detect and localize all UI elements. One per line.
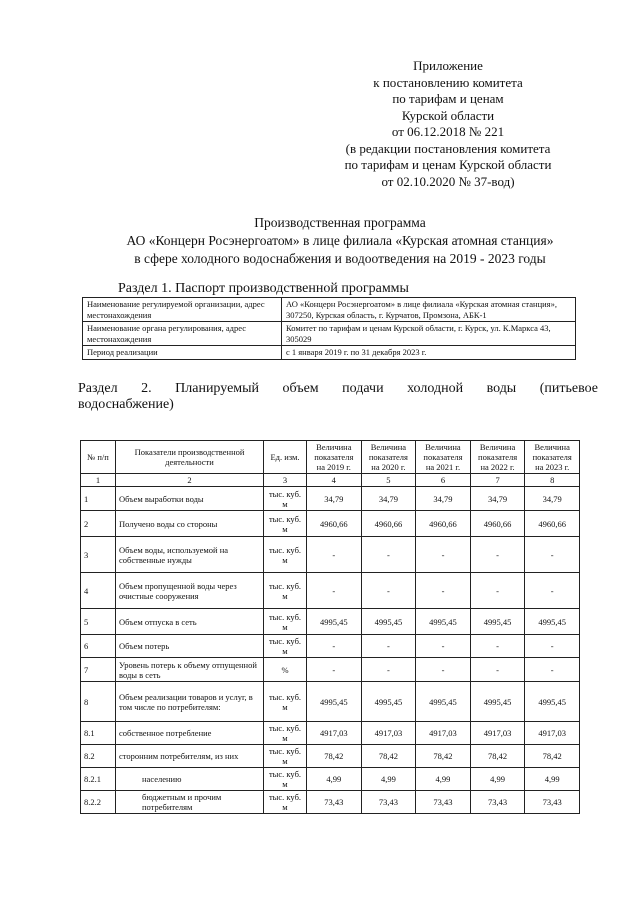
header-line: по тарифам и ценам Курской области (344, 157, 552, 172)
table-row (81, 768, 580, 791)
row-indicator: Объем пропущенной воды через очистные сооружения (116, 573, 264, 609)
row-value: 4,99 (307, 768, 362, 791)
row-value: 73,43 (525, 791, 580, 814)
row-value: - (361, 658, 416, 682)
row-value: 73,43 (470, 791, 525, 814)
row-value: - (470, 573, 525, 609)
row-unit: % (264, 658, 307, 682)
document-title (80, 214, 600, 268)
row-value: 4917,03 (416, 722, 471, 745)
table-header-row (81, 441, 580, 474)
passport-table (82, 297, 576, 360)
title-line-3: в сфере холодного водоснабжения и водоотведения на 2019 - 2023 годы (134, 251, 546, 266)
row-indicator: Получено воды со стороны (116, 511, 264, 537)
row-unit: тыс. куб. м (264, 745, 307, 768)
row-value: 4,99 (416, 768, 471, 791)
col-index: 4 (307, 474, 362, 487)
row-number: 8.2 (81, 745, 116, 768)
row-value: - (525, 573, 580, 609)
table-row (81, 745, 580, 768)
row-number: 8.1 (81, 722, 116, 745)
row-value: - (470, 635, 525, 658)
row-value: 73,43 (416, 791, 471, 814)
row-value: 4995,45 (470, 682, 525, 722)
col-header-2022: Величина показателя на 2022 г. (470, 441, 525, 474)
row-value: 34,79 (416, 487, 471, 511)
row-unit: тыс. куб. м (264, 791, 307, 814)
row-indicator: населению (116, 768, 264, 791)
row-value: 4995,45 (307, 609, 362, 635)
header-line: к постановлению комитета (373, 74, 523, 90)
row-value: - (525, 658, 580, 682)
row-value: 4995,45 (416, 609, 471, 635)
passport-row (83, 322, 576, 346)
row-number: 5 (81, 609, 116, 635)
row-value: 4995,45 (416, 682, 471, 722)
row-value: 4960,66 (470, 511, 525, 537)
row-unit: тыс. куб. м (264, 768, 307, 791)
table-row (81, 682, 580, 722)
row-value: 4960,66 (307, 511, 362, 537)
row-value: - (307, 635, 362, 658)
row-number: 3 (81, 537, 116, 573)
row-unit: тыс. куб. м (264, 722, 307, 745)
row-value: 4995,45 (307, 682, 362, 722)
row-value: 4,99 (361, 768, 416, 791)
passport-value: АО «Концерн Росэнергоатом» в лице филиала «Курская атомная станция», 307250, Курская область, г. Курчатов, Промзона, АБК-1 (282, 298, 576, 322)
col-header-number: № п/п (81, 441, 116, 474)
section2-heading: Раздел 2. Планируемый объем подачи холодной воды (питьевое (78, 381, 598, 396)
row-value: 4960,66 (361, 511, 416, 537)
row-value: 34,79 (361, 487, 416, 511)
row-indicator: Объем воды, используемой на собственные нужды (116, 537, 264, 573)
row-value: 4995,45 (361, 682, 416, 722)
passport-value: с 1 января 2019 г. по 31 декабря 2023 г. (282, 346, 576, 360)
row-value: - (361, 635, 416, 658)
passport-value: Комитет по тарифам и ценам Курской области, г. Курск, ул. К.Маркса 43, 305029 (282, 322, 576, 346)
row-value: 4995,45 (361, 609, 416, 635)
row-value: 4960,66 (416, 511, 471, 537)
row-unit: тыс. куб. м (264, 487, 307, 511)
row-value: 78,42 (470, 745, 525, 768)
row-value: 4917,03 (361, 722, 416, 745)
row-number: 1 (81, 487, 116, 511)
row-value: 4,99 (470, 768, 525, 791)
header-line: (в редакции постановления комитета (345, 140, 551, 156)
row-unit: тыс. куб. м (264, 635, 307, 658)
row-value: 78,42 (525, 745, 580, 768)
passport-row (83, 346, 576, 360)
row-indicator: бюджетным и прочим потребителям (116, 791, 264, 814)
table-row (81, 722, 580, 745)
header-line: Курской области (401, 107, 495, 123)
row-value: 34,79 (525, 487, 580, 511)
col-header-indicator: Показатели производственной деятельности (116, 441, 264, 474)
row-value: 4917,03 (307, 722, 362, 745)
table-row (81, 487, 580, 511)
col-index: 5 (361, 474, 416, 487)
row-value: 4,99 (525, 768, 580, 791)
col-header-2023: Величина показателя на 2023 г. (525, 441, 580, 474)
row-number: 8.2.2 (81, 791, 116, 814)
row-value: 4917,03 (525, 722, 580, 745)
row-indicator: Объем потерь (116, 635, 264, 658)
passport-row (83, 298, 576, 322)
row-value: 4995,45 (525, 682, 580, 722)
passport-label: Наименование регулируемой организации, адрес местонахождения (83, 298, 282, 322)
table-row (81, 791, 580, 814)
col-header-2019: Величина показателя на 2019 г. (307, 441, 362, 474)
col-header-unit: Ед. изм. (264, 441, 307, 474)
row-value: - (361, 573, 416, 609)
appendix-header (318, 58, 578, 190)
section2-heading-cont: водоснабжение) (78, 397, 174, 412)
col-header-2021: Величина показателя на 2021 г. (416, 441, 471, 474)
header-line: от 02.10.2020 № 37-вод) (381, 173, 515, 189)
row-value: 78,42 (361, 745, 416, 768)
row-indicator: Объем реализации товаров и услуг, в том числе по потребителям: (116, 682, 264, 722)
row-value: 34,79 (307, 487, 362, 511)
col-index: 6 (416, 474, 471, 487)
row-value: - (307, 537, 362, 573)
table-row (81, 573, 580, 609)
row-value: - (307, 573, 362, 609)
row-number: 6 (81, 635, 116, 658)
row-value: - (525, 537, 580, 573)
row-value: - (525, 635, 580, 658)
col-header-2020: Величина показателя на 2020 г. (361, 441, 416, 474)
row-number: 4 (81, 573, 116, 609)
row-value: - (416, 537, 471, 573)
table-body (81, 487, 580, 814)
row-value: - (361, 537, 416, 573)
row-number: 8 (81, 682, 116, 722)
title-line-2: АО «Концерн Росэнергоатом» в лице филиала «Курская атомная станция» (126, 233, 554, 248)
col-index: 3 (264, 474, 307, 487)
row-value: - (470, 658, 525, 682)
row-value: 34,79 (470, 487, 525, 511)
row-indicator: Объем выработки воды (116, 487, 264, 511)
row-unit: тыс. куб. м (264, 609, 307, 635)
row-value: 4960,66 (525, 511, 580, 537)
table-row (81, 609, 580, 635)
header-line: от 06.12.2018 № 221 (391, 124, 505, 139)
col-index: 1 (81, 474, 116, 487)
header-line: Приложение (413, 58, 483, 73)
row-value: 78,42 (307, 745, 362, 768)
row-indicator: собственное потребление (116, 722, 264, 745)
row-value: - (307, 658, 362, 682)
row-unit: тыс. куб. м (264, 537, 307, 573)
header-line: по тарифам и ценам (392, 91, 504, 106)
passport-label: Период реализации (83, 346, 282, 360)
section1-heading: Раздел 1. Паспорт производственной программы (118, 281, 409, 296)
col-index: 2 (116, 474, 264, 487)
col-index: 8 (525, 474, 580, 487)
column-index-row (81, 474, 580, 487)
col-index: 7 (470, 474, 525, 487)
row-value: - (416, 635, 471, 658)
passport-label: Наименование органа регулирования, адрес местонахождения (83, 322, 282, 346)
title-line-1: Производственная программа (254, 215, 426, 230)
row-number: 2 (81, 511, 116, 537)
water-volume-table (80, 440, 580, 814)
row-value: 4995,45 (470, 609, 525, 635)
row-value: - (470, 537, 525, 573)
table-row (81, 658, 580, 682)
row-indicator: Объем отпуска в сеть (116, 609, 264, 635)
row-unit: тыс. куб. м (264, 511, 307, 537)
row-value: 73,43 (307, 791, 362, 814)
row-value: - (416, 658, 471, 682)
row-value: 4917,03 (470, 722, 525, 745)
row-number: 7 (81, 658, 116, 682)
row-value: - (416, 573, 471, 609)
row-unit: тыс. куб. м (264, 573, 307, 609)
table-row (81, 635, 580, 658)
row-indicator: сторонним потребителям, из них (116, 745, 264, 768)
row-number: 8.2.1 (81, 768, 116, 791)
row-indicator: Уровень потерь к объему отпущенной воды в сеть (116, 658, 264, 682)
row-unit: тыс. куб. м (264, 682, 307, 722)
row-value: 78,42 (416, 745, 471, 768)
table-row (81, 511, 580, 537)
row-value: 73,43 (361, 791, 416, 814)
row-value: 4995,45 (525, 609, 580, 635)
table-row (81, 537, 580, 573)
